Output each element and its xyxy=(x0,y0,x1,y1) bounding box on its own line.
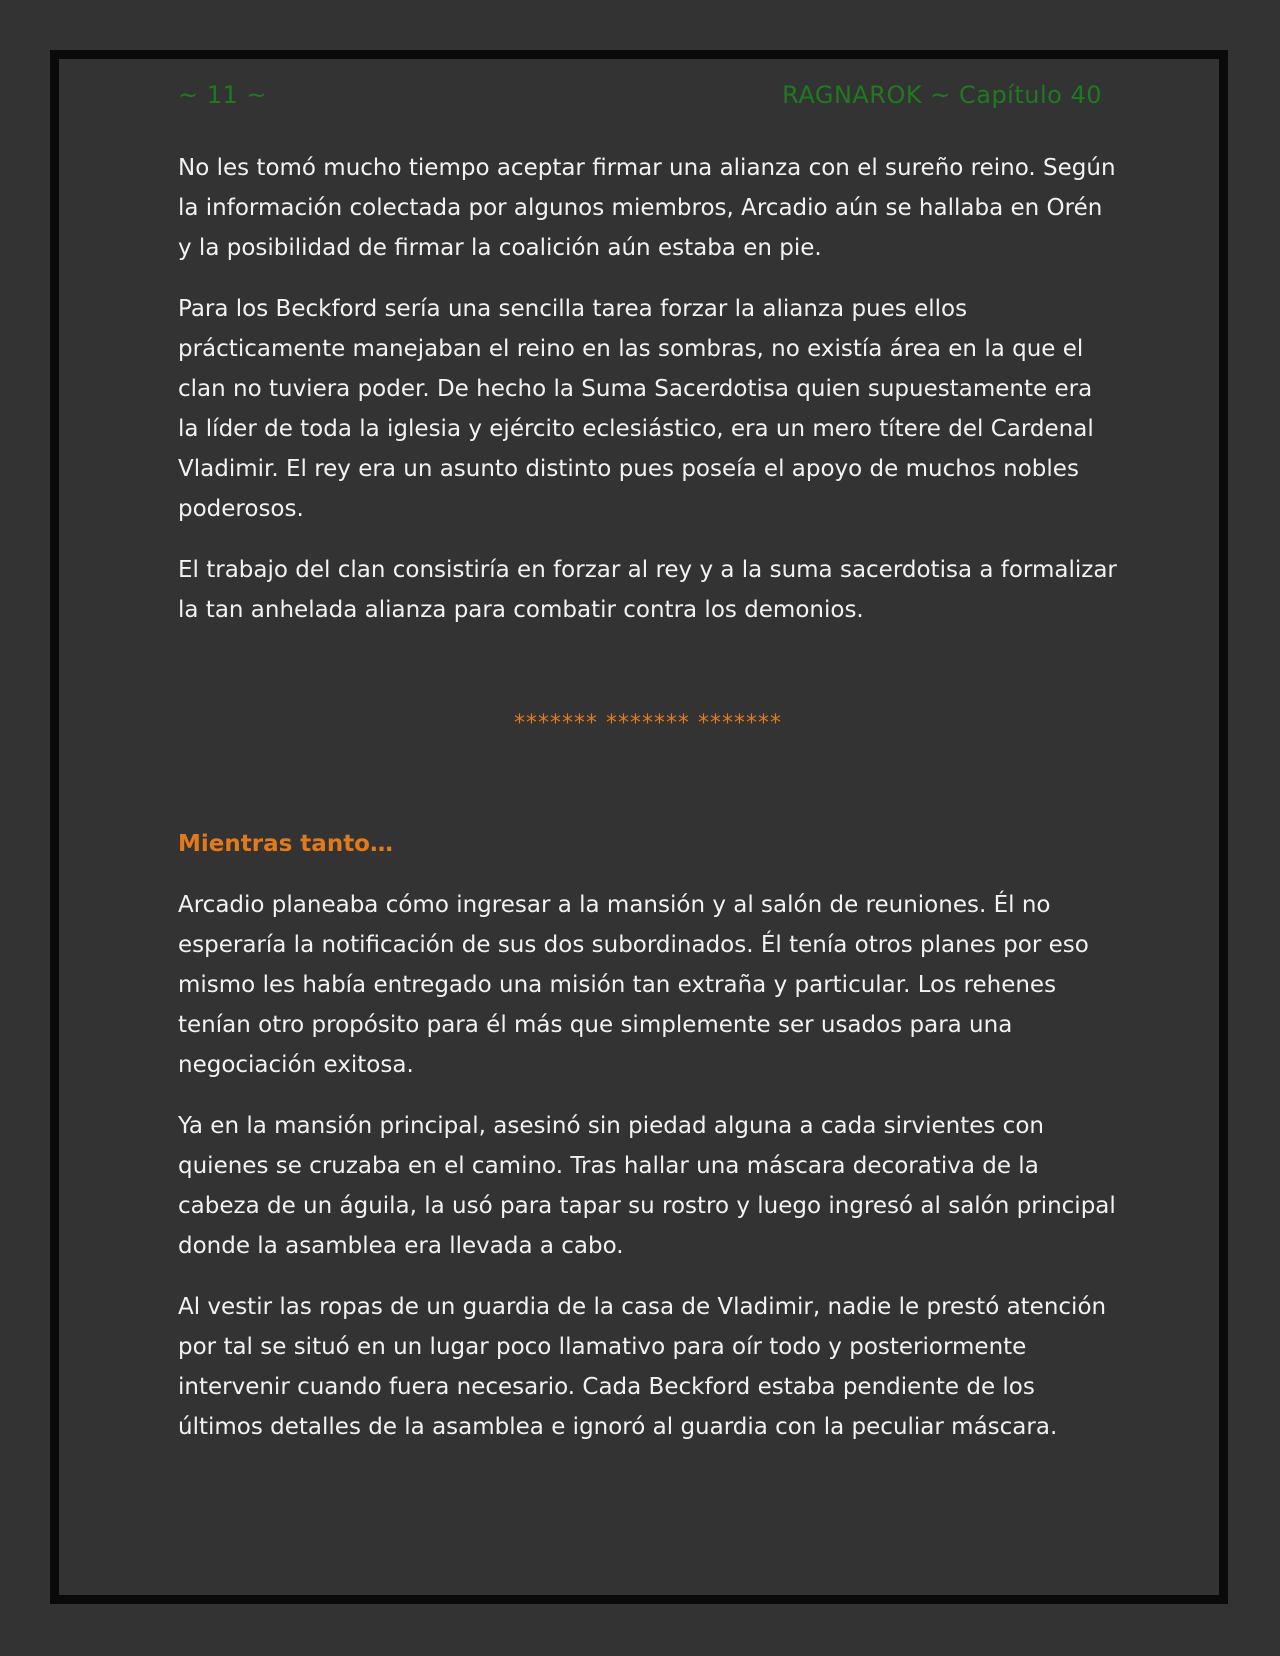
section-separator: ******* ******* ******* xyxy=(514,711,782,736)
section-title: Mientras tanto… xyxy=(178,831,393,857)
page-number: ~ 11 ~ xyxy=(178,81,268,109)
paragraph: Para los Beckford sería una sencilla tarea forzar la alianza pues ellos prácticamente manejaban el reino en las sombras, no existía área en la que el clan no tuviera poder. De hecho la Suma Sacerdotisa quien supuestamente era la líder de toda la iglesia y ejército eclesiástico, era un mero títere del Cardenal Vladimir. El rey era un asunto distinto pues poseía el apoyo de muchos nobles poderosos. xyxy=(178,296,1094,522)
running-title: RAGNAROK ~ Capítulo 40 xyxy=(782,81,1102,109)
paragraph: Arcadio planeaba cómo ingresar a la mansión y al salón de reuniones. Él no esperaría la notificación de sus dos subordinados. Él tenía otros planes por eso mismo les había entregado una misión tan extraña y particular. Los rehenes tenían otro propósito para él más que simplemente ser usados para una negociación exitosa. xyxy=(178,892,1089,1078)
page-header xyxy=(178,78,1102,112)
page-content xyxy=(178,148,1118,1468)
paragraph: No les tomó mucho tiempo aceptar firmar una alianza con el sureño reino. Según la información colectada por algunos miembros, Arcadio aún se hallaba en Orén y la posibilidad de firmar la coalición aún estaba en pie. xyxy=(178,155,1116,261)
paragraph: Al vestir las ropas de un guardia de la casa de Vladimir, nadie le prestó atención por tal se situó en un lugar poco llamativo para oír todo y posteriormente intervenir cuando fuera necesario. Cada Beckford estaba pendiente de los últimos detalles de la asamblea e ignoró al guardia con la peculiar máscara. xyxy=(178,1294,1107,1440)
paragraph: Ya en la mansión principal, asesinó sin piedad alguna a cada sirvientes con quienes se cruzaba en el camino. Tras hallar una máscara decorativa de la cabeza de un águila, la usó para tapar su rostro y luego ingresó al salón principal donde la asamblea era llevada a cabo. xyxy=(178,1113,1116,1259)
paragraph: El trabajo del clan consistiría en forzar al rey y a la suma sacerdotisa a formalizar la tan anhelada alianza para combatir contra los demonios. xyxy=(178,557,1117,623)
